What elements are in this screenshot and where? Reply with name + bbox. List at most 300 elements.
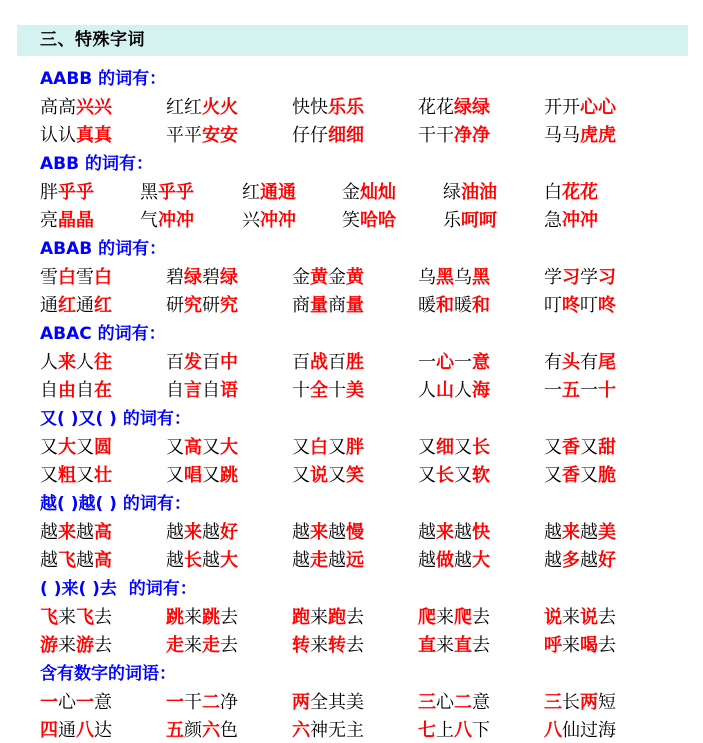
word-item — [166, 351, 238, 375]
highlighted-char: 红 — [94, 295, 112, 316]
base-char: 来 — [562, 607, 580, 628]
base-char: 自 — [202, 380, 220, 401]
highlighted-char: 呵呵 — [461, 210, 497, 231]
highlighted-char: 发 — [184, 352, 202, 373]
highlighted-char: 来 — [436, 522, 454, 543]
word-row — [0, 549, 703, 573]
base-char: 去 — [472, 635, 490, 656]
highlighted-char: 五 — [562, 380, 580, 401]
base-char: 人 — [454, 380, 472, 401]
highlighted-char: 说 — [544, 607, 562, 628]
base-char: 碧 — [166, 267, 184, 288]
base-char: 越 — [328, 522, 346, 543]
word-item — [166, 96, 238, 120]
base-char: 雪 — [40, 267, 58, 288]
word-item — [40, 719, 112, 743]
word-item — [40, 521, 112, 545]
word-item — [40, 351, 112, 375]
base-char: 去 — [598, 635, 616, 656]
base-char: 商 — [328, 295, 346, 316]
highlighted-char: 咚 — [598, 295, 616, 316]
base-char: 有 — [544, 352, 562, 373]
highlighted-char: 长 — [184, 550, 202, 571]
section-header-bar — [17, 25, 688, 56]
word-item — [544, 464, 616, 488]
base-char: 红红 — [166, 97, 202, 118]
highlighted-char: 两 — [292, 692, 310, 713]
highlighted-char: 习 — [598, 267, 616, 288]
word-item — [166, 634, 238, 658]
base-char: 越 — [292, 550, 310, 571]
base-char: 自 — [166, 380, 184, 401]
highlighted-char: 香 — [562, 437, 580, 458]
section-label: ABB 的词有： — [40, 154, 153, 174]
word-row — [0, 521, 703, 545]
base-char: 又 — [166, 437, 184, 458]
word-item — [418, 691, 490, 715]
highlighted-char: 呼 — [544, 635, 562, 656]
highlighted-char: 来 — [58, 352, 76, 373]
word-item — [166, 436, 238, 460]
base-char: 来 — [562, 635, 580, 656]
word-item — [342, 209, 396, 233]
highlighted-char: 白 — [94, 267, 112, 288]
highlighted-char: 冲冲 — [562, 210, 598, 231]
base-char: 开开 — [544, 97, 580, 118]
base-char: 去 — [220, 607, 238, 628]
highlighted-char: 灿灿 — [360, 182, 396, 203]
section-title: 三、特殊字词 — [40, 30, 145, 50]
base-char: 又 — [292, 437, 310, 458]
highlighted-char: 冲冲 — [260, 210, 296, 231]
base-char: 越 — [580, 522, 598, 543]
highlighted-char: 爬 — [454, 607, 472, 628]
word-row — [0, 691, 703, 715]
highlighted-char: 游 — [40, 635, 58, 656]
base-char: 人 — [418, 380, 436, 401]
base-char: 乌 — [418, 267, 436, 288]
highlighted-char: 哈哈 — [360, 210, 396, 231]
word-item — [418, 719, 490, 743]
word-row — [0, 436, 703, 460]
word-item — [544, 634, 616, 658]
word-row — [0, 124, 703, 148]
word-item — [418, 351, 490, 375]
base-char: 仙过海 — [562, 720, 616, 741]
highlighted-char: 高 — [94, 550, 112, 571]
word-item — [342, 181, 396, 205]
word-row — [0, 209, 703, 233]
base-char: 越 — [544, 550, 562, 571]
highlighted-char: 绿 — [220, 267, 238, 288]
highlighted-char: 跳 — [166, 607, 184, 628]
word-item — [166, 266, 238, 290]
highlighted-char: 一 — [40, 692, 58, 713]
base-char: 通 — [76, 295, 94, 316]
base-char: 红 — [242, 182, 260, 203]
base-char: 又 — [544, 465, 562, 486]
highlighted-char: 胖 — [346, 437, 364, 458]
highlighted-char: 心 — [436, 352, 454, 373]
base-char: 越 — [76, 522, 94, 543]
highlighted-char: 大 — [58, 437, 76, 458]
highlighted-char: 细细 — [328, 125, 364, 146]
highlighted-char: 战 — [310, 352, 328, 373]
base-char: 高高 — [40, 97, 76, 118]
section-label: ABAC 的词有： — [40, 324, 166, 344]
highlighted-char: 究 — [184, 295, 202, 316]
word-item — [166, 294, 238, 318]
word-item — [544, 521, 616, 545]
word-item — [418, 294, 490, 318]
word-item — [418, 266, 490, 290]
highlighted-char: 八 — [454, 720, 472, 741]
base-char: 越 — [166, 522, 184, 543]
word-item — [292, 606, 364, 630]
base-char: 商 — [292, 295, 310, 316]
highlighted-char: 快 — [472, 522, 490, 543]
base-char: 上 — [436, 720, 454, 741]
word-item — [418, 549, 490, 573]
word-item — [166, 719, 238, 743]
base-char: 一 — [418, 352, 436, 373]
base-char: 白 — [544, 182, 562, 203]
highlighted-char: 意 — [472, 352, 490, 373]
word-row — [0, 294, 703, 318]
base-char: 亮 — [40, 210, 58, 231]
highlighted-char: 跳 — [202, 607, 220, 628]
highlighted-char: 白 — [310, 437, 328, 458]
word-row — [0, 464, 703, 488]
base-char: 急 — [544, 210, 562, 231]
highlighted-char: 一 — [76, 692, 94, 713]
base-char: 又 — [40, 437, 58, 458]
base-char: 叮 — [580, 295, 598, 316]
word-item — [443, 209, 497, 233]
base-char: 百 — [166, 352, 184, 373]
base-char: 去 — [346, 635, 364, 656]
highlighted-char: 美 — [346, 380, 364, 401]
section-label: 含有数字的词语： — [40, 664, 176, 684]
base-char: 又 — [328, 465, 346, 486]
base-char: 心 — [436, 692, 454, 713]
word-row — [0, 181, 703, 205]
base-char: 长 — [562, 692, 580, 713]
base-char: 越 — [202, 550, 220, 571]
word-item — [544, 436, 616, 460]
highlighted-char: 红 — [58, 295, 76, 316]
highlighted-char: 三 — [418, 692, 436, 713]
highlighted-char: 二 — [202, 692, 220, 713]
base-char: 又 — [544, 437, 562, 458]
word-item — [166, 549, 238, 573]
base-char: 兴 — [242, 210, 260, 231]
base-char: 意 — [472, 692, 490, 713]
highlighted-char: 冲冲 — [158, 210, 194, 231]
word-item — [418, 464, 490, 488]
word-item — [292, 521, 364, 545]
highlighted-char: 跑 — [292, 607, 310, 628]
highlighted-char: 来 — [58, 522, 76, 543]
highlighted-char: 香 — [562, 465, 580, 486]
highlighted-char: 远 — [346, 550, 364, 571]
base-char: 又 — [580, 465, 598, 486]
highlighted-char: 飞 — [40, 607, 58, 628]
base-char: 一 — [580, 380, 598, 401]
word-item — [544, 209, 598, 233]
highlighted-char: 山 — [436, 380, 454, 401]
base-char: 百 — [328, 352, 346, 373]
word-item — [443, 181, 497, 205]
word-item — [166, 521, 238, 545]
base-char: 马马 — [544, 125, 580, 146]
word-item — [544, 691, 616, 715]
base-char: 通 — [40, 295, 58, 316]
word-item — [40, 96, 112, 120]
highlighted-char: 一 — [166, 692, 184, 713]
highlighted-char: 绿绿 — [454, 97, 490, 118]
word-item — [140, 181, 194, 205]
base-char: 又 — [76, 465, 94, 486]
word-item — [418, 436, 490, 460]
base-char: 越 — [418, 522, 436, 543]
base-char: 自 — [40, 380, 58, 401]
base-char: 金 — [342, 182, 360, 203]
word-item — [292, 379, 364, 403]
highlighted-char: 安安 — [202, 125, 238, 146]
base-char: 认认 — [40, 125, 76, 146]
highlighted-char: 说 — [310, 465, 328, 486]
highlighted-char: 量 — [310, 295, 328, 316]
section-label: 又( )又( ) 的词有： — [40, 409, 191, 429]
highlighted-char: 在 — [94, 380, 112, 401]
word-item — [40, 294, 112, 318]
word-item — [544, 549, 616, 573]
word-item — [292, 294, 364, 318]
base-char: 碧 — [202, 267, 220, 288]
highlighted-char: 长 — [436, 465, 454, 486]
highlighted-char: 乎乎 — [158, 182, 194, 203]
highlighted-char: 转 — [328, 635, 346, 656]
word-item — [544, 294, 616, 318]
base-char: 越 — [292, 522, 310, 543]
word-item — [544, 266, 616, 290]
word-item — [418, 379, 490, 403]
highlighted-char: 喝 — [580, 635, 598, 656]
highlighted-char: 飞 — [58, 550, 76, 571]
base-char: 学 — [580, 267, 598, 288]
base-char: 越 — [40, 550, 58, 571]
base-char: 去 — [472, 607, 490, 628]
highlighted-char: 好 — [220, 522, 238, 543]
highlighted-char: 说 — [580, 607, 598, 628]
highlighted-char: 量 — [346, 295, 364, 316]
base-char: 又 — [454, 437, 472, 458]
word-item — [242, 181, 296, 205]
base-char: 笑 — [342, 210, 360, 231]
base-char: 气 — [140, 210, 158, 231]
base-char: 去 — [94, 635, 112, 656]
highlighted-char: 头 — [562, 352, 580, 373]
base-char: 绿 — [443, 182, 461, 203]
base-char: 又 — [166, 465, 184, 486]
base-char: 乐 — [443, 210, 461, 231]
base-char: 研 — [166, 295, 184, 316]
highlighted-char: 通通 — [260, 182, 296, 203]
base-char: 研 — [202, 295, 220, 316]
highlighted-char: 爬 — [418, 607, 436, 628]
word-item — [292, 124, 364, 148]
base-char: 去 — [346, 607, 364, 628]
base-char: 越 — [166, 550, 184, 571]
word-item — [418, 521, 490, 545]
highlighted-char: 胜 — [346, 352, 364, 373]
highlighted-char: 真真 — [76, 125, 112, 146]
base-char: 去 — [598, 607, 616, 628]
word-row — [0, 96, 703, 120]
word-item — [40, 436, 112, 460]
highlighted-char: 咚 — [562, 295, 580, 316]
word-item — [292, 634, 364, 658]
section-label: 越( )越( ) 的词有： — [40, 494, 191, 514]
base-char: 又 — [40, 465, 58, 486]
base-char: 越 — [544, 522, 562, 543]
highlighted-char: 黑 — [472, 267, 490, 288]
word-item — [292, 96, 364, 120]
word-row — [0, 634, 703, 658]
base-char: 十 — [328, 380, 346, 401]
base-char: 来 — [184, 607, 202, 628]
highlighted-char: 细 — [436, 437, 454, 458]
highlighted-char: 长 — [472, 437, 490, 458]
highlighted-char: 绿 — [184, 267, 202, 288]
highlighted-char: 白 — [58, 267, 76, 288]
base-char: 又 — [202, 465, 220, 486]
highlighted-char: 来 — [562, 522, 580, 543]
word-item — [544, 351, 616, 375]
base-char: 叮 — [544, 295, 562, 316]
base-char: 越 — [454, 522, 472, 543]
section-label: ABAB 的词有： — [40, 239, 167, 259]
highlighted-char: 海 — [472, 380, 490, 401]
word-item — [166, 691, 238, 715]
base-char: 花花 — [418, 97, 454, 118]
word-item — [40, 606, 112, 630]
highlighted-char: 转 — [292, 635, 310, 656]
section-label: AABB 的词有： — [40, 69, 167, 89]
base-char: 黑 — [140, 182, 158, 203]
highlighted-char: 做 — [436, 550, 454, 571]
highlighted-char: 心心 — [580, 97, 616, 118]
highlighted-char: 走 — [202, 635, 220, 656]
word-item — [292, 266, 364, 290]
highlighted-char: 壮 — [94, 465, 112, 486]
highlighted-char: 乐乐 — [328, 97, 364, 118]
highlighted-char: 游 — [76, 635, 94, 656]
base-char: 越 — [328, 550, 346, 571]
highlighted-char: 言 — [184, 380, 202, 401]
highlighted-char: 二 — [454, 692, 472, 713]
word-item — [40, 549, 112, 573]
base-char: 心 — [58, 692, 76, 713]
highlighted-char: 软 — [472, 465, 490, 486]
highlighted-char: 究 — [220, 295, 238, 316]
base-char: 去 — [220, 635, 238, 656]
base-char: 色 — [220, 720, 238, 741]
highlighted-char: 花花 — [562, 182, 598, 203]
base-char: 又 — [292, 465, 310, 486]
highlighted-char: 跑 — [328, 607, 346, 628]
highlighted-char: 语 — [220, 380, 238, 401]
base-char: 人 — [76, 352, 94, 373]
base-char: 暖 — [454, 295, 472, 316]
base-char: 一 — [544, 380, 562, 401]
base-char: 越 — [580, 550, 598, 571]
base-char: 干干 — [418, 125, 454, 146]
highlighted-char: 高 — [184, 437, 202, 458]
highlighted-char: 来 — [184, 522, 202, 543]
word-item — [166, 606, 238, 630]
highlighted-char: 由 — [58, 380, 76, 401]
base-char: 雪 — [76, 267, 94, 288]
base-char: 意 — [94, 692, 112, 713]
highlighted-char: 来 — [310, 522, 328, 543]
base-char: 百 — [292, 352, 310, 373]
highlighted-char: 慢 — [346, 522, 364, 543]
word-item — [418, 606, 490, 630]
highlighted-char: 高 — [94, 522, 112, 543]
base-char: 百 — [202, 352, 220, 373]
highlighted-char: 和 — [436, 295, 454, 316]
highlighted-char: 跳 — [220, 465, 238, 486]
base-char: 来 — [436, 607, 454, 628]
base-char: 越 — [202, 522, 220, 543]
highlighted-char: 虎虎 — [580, 125, 616, 146]
base-char: 净 — [220, 692, 238, 713]
word-row — [0, 719, 703, 743]
base-char: 金 — [328, 267, 346, 288]
word-item — [292, 549, 364, 573]
highlighted-char: 好 — [598, 550, 616, 571]
base-char: 人 — [40, 352, 58, 373]
word-item — [544, 379, 616, 403]
word-item — [292, 464, 364, 488]
highlighted-char: 乎乎 — [58, 182, 94, 203]
highlighted-char: 甜 — [598, 437, 616, 458]
highlighted-char: 尾 — [598, 352, 616, 373]
word-item — [544, 124, 616, 148]
word-item — [418, 96, 490, 120]
highlighted-char: 油油 — [461, 182, 497, 203]
highlighted-char: 多 — [562, 550, 580, 571]
word-row — [0, 379, 703, 403]
base-char: 神无主 — [310, 720, 364, 741]
word-item — [418, 124, 490, 148]
base-char: 有 — [580, 352, 598, 373]
highlighted-char: 中 — [220, 352, 238, 373]
base-char: 来 — [310, 635, 328, 656]
base-char: 来 — [58, 635, 76, 656]
word-item — [40, 209, 94, 233]
highlighted-char: 兴兴 — [76, 97, 112, 118]
highlighted-char: 晶晶 — [58, 210, 94, 231]
highlighted-char: 直 — [454, 635, 472, 656]
word-item — [292, 719, 364, 743]
highlighted-char: 走 — [166, 635, 184, 656]
base-char: 下 — [472, 720, 490, 741]
highlighted-char: 六 — [292, 720, 310, 741]
base-char: 仔仔 — [292, 125, 328, 146]
